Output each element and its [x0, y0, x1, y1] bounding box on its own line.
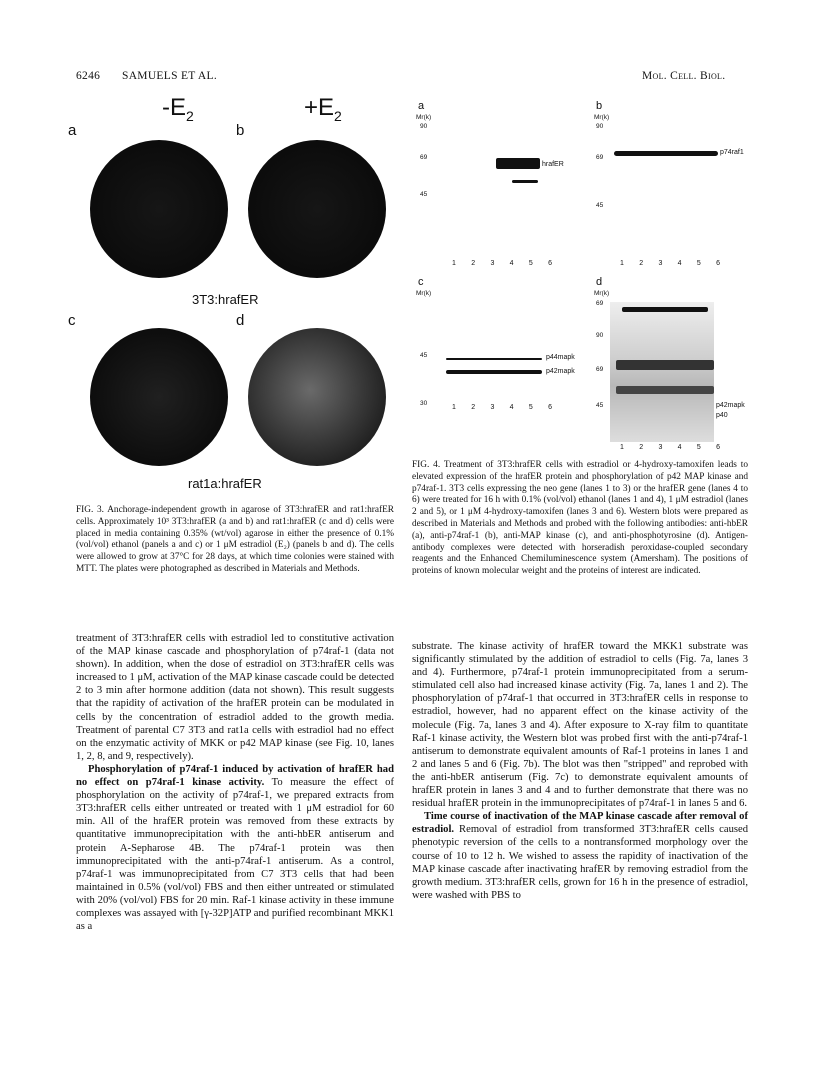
- panel-label-d: d: [236, 312, 245, 329]
- p42-band: [446, 370, 542, 374]
- p44-band: [446, 358, 542, 360]
- fig4-panel-d: d: [596, 276, 603, 288]
- lane-label: 3: [490, 260, 495, 267]
- hrafer-label: hrafER: [542, 161, 564, 168]
- p74raf1-label: p74raf1: [720, 149, 744, 156]
- mr-label: Mr(k): [416, 290, 432, 297]
- panel-label-b: b: [236, 122, 245, 139]
- lane-label: 1: [452, 260, 456, 267]
- fig4-panel-b: b: [596, 100, 603, 112]
- tick-label: 69: [596, 366, 604, 373]
- phosphotyrosine-blot: [610, 302, 714, 442]
- lane-label: 2: [639, 260, 644, 267]
- paragraph: [76, 763, 394, 933]
- panel-label-c: c: [68, 312, 76, 329]
- lane-label: 3: [658, 444, 663, 451]
- lane-label: 4: [677, 260, 682, 267]
- lane-label: 4: [677, 444, 682, 451]
- lane-label: 5: [696, 260, 701, 267]
- row-label-3t3: 3T3:hrafER: [192, 292, 259, 307]
- lane-label: 3: [658, 260, 663, 267]
- minor-band: [512, 180, 538, 183]
- lane-label: 3: [490, 404, 495, 411]
- paragraph-text: To measure the effect of phosphorylation on the activity of p74raf-1, we prepared extracts from 3T3:hrafER cells either untreated or treated with 1 μM estradiol for 60 min. All of the hrafER protein was removed from these extracts by quantitative immunoprecipitation with the anti-hbER antiserum and protein A-Sepharose 4B. The p74raf-1 protein was then immunoprecipitated with the anti-p74raf-1 antiserum. As a control, p74raf-1 was immunoprecipitated from C7 3T3 cells that had been maintained in 0.5% (vol/vol) FBS and then either untreated or stimulated with 20% (vol/vol) FBS for 20 min. Raf-1 kinase activity in these immune complexes was assayed with [γ-32P]ATP and purified recombinant MKK1 as a: [76, 777, 394, 933]
- panel-label-a: a: [68, 122, 77, 139]
- lane-label: 5: [528, 404, 533, 411]
- lane-label: 1: [452, 404, 456, 411]
- minus-e2-label: $-E_2$: [162, 94, 194, 124]
- p44-label: p44mapk: [546, 354, 575, 361]
- lane-label: 6: [716, 260, 720, 267]
- blot-d-mid-band: [616, 360, 714, 370]
- lane-label: 2: [639, 444, 644, 451]
- lane-label: 6: [548, 404, 552, 411]
- section-heading: Time course of inactivation of the MAP kinase cascade after removal of estradiol.: [412, 811, 748, 836]
- right-column: [412, 640, 748, 902]
- tick-label: 45: [596, 402, 604, 409]
- paragraph: treatment of 3T3:hrafER cells with estradiol led to constitutive activation of the MAP kinase cascade and phosphorylation of p74raf-1 (data not shown). In addition, when the dose of estradiol on 3T3:hrafER cells was increased to 1 μM, activation of the MAP kinase cascade could be detected 2 to 3 min after hormone addition (data not shown). This result suggests that the rapidity of activation of the hrafER protein can be modulated in cells by the concentration of estradiol added to the growth media. Treatment of parental C7 3T3 and rat1a cells with estradiol had no effect on the enzymatic activity of MKK or p42 MAP kinase (see Fig. 10, lanes 1, 2, 8, and 9, respectively).: [76, 633, 394, 762]
- lanes-a: [452, 260, 552, 267]
- fig4-panel-c: c: [418, 276, 424, 288]
- hrafer-band: [496, 158, 540, 169]
- journal-name: Mol. Cell. Biol.: [642, 70, 726, 82]
- plate-d: [248, 328, 386, 466]
- p74raf1-band: [614, 151, 718, 156]
- page-number: 6246: [76, 70, 101, 82]
- lanes-d: [620, 444, 720, 451]
- p42-d-label: p42mapk: [716, 402, 745, 409]
- tick-label: 69: [420, 154, 428, 161]
- lane-label: 5: [528, 260, 533, 267]
- lane-label: 6: [548, 260, 552, 267]
- left-column: [76, 632, 394, 933]
- blot-d-top-band: [622, 307, 708, 312]
- blot-d-low-band: [616, 386, 714, 394]
- tick-label: 69: [596, 154, 604, 161]
- p42-label: p42mapk: [546, 368, 575, 375]
- plus-e2-label: $+E_2$: [304, 94, 342, 124]
- figure-3: [68, 92, 394, 497]
- lane-label: 4: [509, 260, 514, 267]
- lane-label: 1: [620, 260, 624, 267]
- tick-label: 90: [596, 332, 604, 339]
- figure-4-caption: FIG. 4. Treatment of 3T3:hrafER cells with estradiol or 4-hydroxy-tamoxifen leads to elevated expression of the hrafER protein and phosphorylation of p42 MAP kinase and p74raf-1. 3T3 cells expressing the neo gene (lanes 1 to 3) or the hrafER gene (lanes 4 to 6) were treated for 16 h with 0.1% (vol/vol) ethanol (lanes 1 and 4), 1 μM estradiol (lanes 2 and 5), or 1 μM 4-hydroxy-tamoxifen (lanes 3 and 6). Western blots were prepared as described in Materials and Methods and probed with the following antibodies: anti-hbER (a), anti-p74raf-1 (b), anti-MAP kinase (c), and anti-phosphotyrosine (d). Antigen-antibody complexes were detected with horseradish peroxidase-coupled secondary reagents and the Enhanced Chemiluminescence system (Amersham). The positions of proteins of known molecular weight and the proteins of interest are indicated.: [412, 460, 748, 577]
- paragraph: substrate. The kinase activity of hrafER toward the MKK1 substrate was significantly stimulated by the addition of estradiol to cells (Fig. 7a, lanes 3 and 4). Furthermore, p74raf-1 protein immunoprecipitated from a serum-stimulated cell also had increased kinase activity (Fig. 7a, lanes 1 and 2). The phosphorylation of p74raf-1 that occurred in 3T3:hrafER cells in response to estradiol, however, had no apparent effect on the kinase activity of the molecule (Fig. 7a, lanes 3 and 4). After exposure to X-ray film to quantitate Raf-1 kinase activity, the Western blot was probed first with the anti-p74raf-1 antiserum to demonstrate equivalent amounts of Raf-1 proteins in lanes 1 and 2 and lanes 5 and 6 (Fig. 7b). The blot was then "stripped" and reprobed with the anti-hbER antiserum (Fig. 7c) to demonstrate equivalent amounts of hrafER protein in lanes 3 and 4 and to further demonstrate that there was no residual hrafER protein in the immunoprecipitates of p74raf-1 in lanes 5 and 6.: [412, 641, 748, 810]
- tick-label: 45: [420, 191, 428, 198]
- tick-label: 90: [420, 123, 428, 130]
- lane-label: 4: [509, 404, 514, 411]
- plate-b: [248, 140, 386, 278]
- section-heading: Phosphorylation of p74raf-1 induced by activation of hrafER had no effect on p74raf-1 kinase activity.: [76, 763, 394, 789]
- figure-3-caption: FIG. 3. Anchorage-independent growth in agarose of 3T3:hrafER and rat1:hrafER cells. Approximately 10³ 3T3:hrafER (a and b) and rat1:hrafER (c and d) cells were placed in media containing 0.35% (wt/vol) agarose in either the presence of 0.1% (vol/vol) ethanol (panels a and c) or 1 μM estradiol (E₂) (panels b and d). The cells were allowed to grow at 37°C for 28 days, at which time colonies were stained with MTT. The plates were photographed as described in Materials and Methods.: [76, 505, 394, 574]
- tick-label: 30: [420, 400, 428, 407]
- tick-label: 45: [420, 352, 428, 359]
- tick-label: 45: [596, 202, 604, 209]
- lane-label: 2: [471, 404, 476, 411]
- lanes-b: [620, 260, 720, 267]
- tick-label: 90: [596, 123, 604, 130]
- p40-d-label: p40: [716, 412, 728, 419]
- mr-label: Mr(k): [594, 290, 610, 297]
- paragraph-text: Removal of estradiol from transformed 3T3:hrafER cells caused phenotypic reversion of the cells to a nontransformed morphology over the course of 10 to 12 h. We wished to assess the rapidity of inactivation of the MAP kinase cascade after inactivating hrafER by removing estradiol from the growth medium. 3T3:hrafER cells, grown for 16 h in the presence of estradiol, were washed with PBS to: [412, 824, 748, 901]
- fig4-panel-a: a: [418, 100, 425, 112]
- paragraph: [412, 810, 748, 902]
- mr-label: Mr(k): [594, 114, 610, 121]
- plate-a: [90, 140, 228, 278]
- lane-label: 6: [716, 444, 720, 451]
- row-label-rat1a: rat1a:hrafER: [188, 476, 262, 491]
- lane-label: 1: [620, 444, 624, 451]
- lane-label: 5: [696, 444, 701, 451]
- running-authors: SAMUELS ET AL.: [122, 70, 218, 82]
- plate-c: [90, 328, 228, 466]
- mr-label: Mr(k): [416, 114, 432, 121]
- tick-label: 69: [596, 300, 604, 307]
- lane-label: 2: [471, 260, 476, 267]
- lanes-c: [452, 404, 552, 411]
